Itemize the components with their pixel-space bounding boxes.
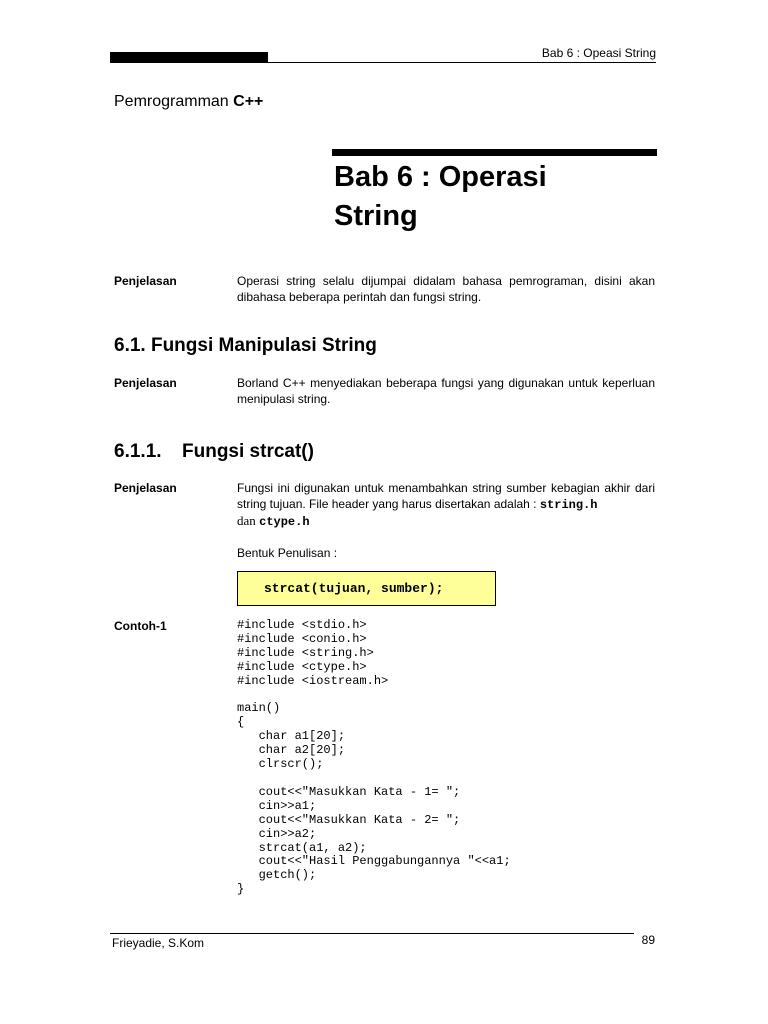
header-file-ctype: ctype.h [259, 515, 310, 529]
syntax-code: strcat(tujuan, sumber); [264, 581, 444, 596]
example-label: Contoh-1 [114, 619, 167, 633]
strcat-description: Fungsi ini digunakan untuk menambahkan string sumber kebagian akhir dari string tujuan. File header yang harus disertakan adalah : [237, 481, 655, 511]
book-title [114, 93, 263, 111]
intro-text: Operasi string selalu dijumpai didalam bahasa pemrograman, disini akan dibahasa beberapa perintah dan fungsi string. [237, 274, 655, 304]
chapter-title-bar [332, 149, 657, 156]
syntax-label: Bentuk Penulisan : [237, 546, 338, 560]
section-6-1-1-label: Penjelasan [114, 481, 177, 495]
section-6-1-heading: 6.1. Fungsi Manipulasi String [114, 335, 377, 356]
section-6-1-text: Borland C++ menyediakan beberapa fungsi yang digunakan untuk keperluan menipulasi string. [237, 376, 655, 406]
syntax-box [237, 571, 496, 606]
conjunction-text: dan [237, 513, 256, 528]
section-6-1-1-title: Fungsi strcat() [182, 441, 314, 462]
intro-label: Penjelasan [114, 274, 177, 288]
chapter-title: Bab 6 : Operasi String [334, 161, 547, 232]
running-header-title: Bab 6 : Opeasi String [541, 46, 656, 60]
book-title-language: C++ [233, 93, 264, 110]
header-file-string: string.h [539, 498, 598, 512]
example-code: #include <stdio.h> #include <conio.h> #include <string.h> #include <ctype.h> #include <iostream.h> main() { char a1[20]; char a2[20]; clrscr(); cout<<"Masukkan Kata - 1= "; cin>>a1; cout<<"Masukkan Kata - 2= "; cin>>a2; strcat(a1, a2); cout<<"Hasil Penggabungannya "<<a1; getch(); } [237, 618, 511, 897]
header-rule [110, 62, 656, 63]
section-6-1-label: Penjelasan [114, 376, 177, 390]
page-number: 89 [641, 933, 655, 947]
footer-rule [110, 933, 634, 934]
section-6-1-1-text [237, 480, 655, 530]
book-title-prefix: Pemrogramman [114, 93, 234, 110]
section-6-1-1-heading [114, 441, 314, 463]
section-6-1-1-number: 6.1.1. [114, 441, 162, 462]
footer-author: Frieyadie, S.Kom [112, 936, 205, 950]
